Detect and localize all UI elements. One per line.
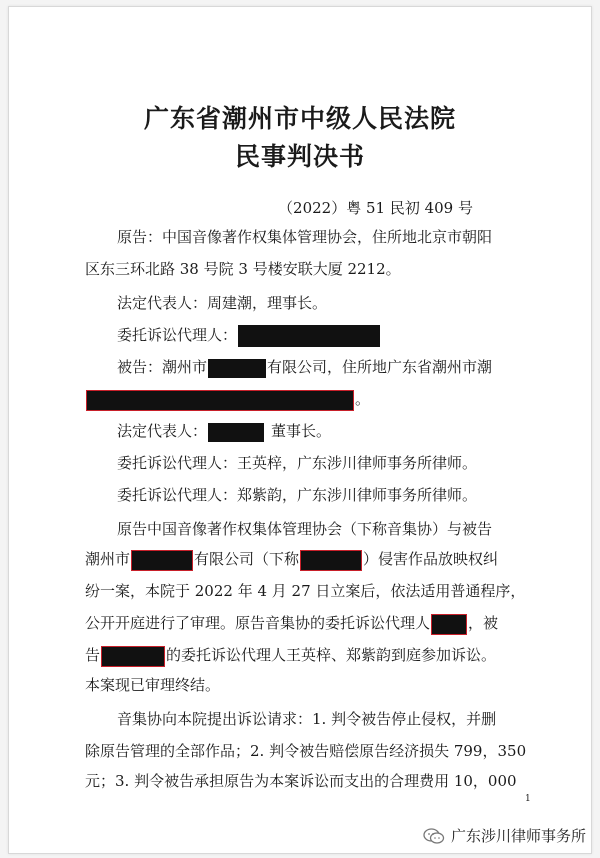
body-line: 纷一案，本院于 2022 年 4 月 27 日立案后，依法适用普通程序， bbox=[85, 582, 526, 600]
document-type-title: 民事判决书 bbox=[234, 142, 365, 171]
redaction-block bbox=[300, 550, 362, 571]
address-end: 。 bbox=[355, 390, 371, 408]
defendant-address-line bbox=[85, 389, 525, 411]
body-text: 潮州市 bbox=[85, 550, 131, 568]
representative-title: 董事长。 bbox=[271, 422, 332, 440]
court-title: 广东省潮州市中级人民法院 bbox=[143, 104, 456, 133]
claims-line: 音集协向本院提出诉讼请求：1. 判令被告停止侵权，并删 bbox=[117, 710, 497, 728]
redaction-block bbox=[431, 614, 467, 635]
redaction-block bbox=[86, 390, 354, 411]
defendant-label: 被告：潮州市 bbox=[117, 358, 208, 376]
plaintiff-representative-line: 法定代表人：周建潮，理事长。 bbox=[117, 294, 328, 312]
body-line bbox=[85, 549, 525, 571]
wechat-icon bbox=[423, 828, 445, 844]
defendant-representative-line bbox=[117, 421, 557, 442]
redaction-block bbox=[208, 423, 264, 442]
body-text: ）侵害作品放映权纠 bbox=[363, 550, 499, 568]
page-number: 1 bbox=[525, 794, 531, 804]
body-text: 有限公司（下称 bbox=[194, 550, 300, 568]
claims-line: 元；3. 判令被告承担原告为本案诉讼而支出的合理费用 10，000 bbox=[85, 772, 517, 790]
body-text: ，被 bbox=[468, 614, 499, 632]
body-line: 本案现已审理终结。 bbox=[85, 676, 221, 694]
defendant-agent-line-1: 委托诉讼代理人：王英梓，广东涉川律师事务所律师。 bbox=[117, 454, 478, 472]
redaction-block bbox=[208, 359, 266, 378]
plaintiff-line: 原告：中国音像著作权集体管理协会，住所地北京市朝阳 bbox=[117, 228, 493, 246]
redaction-block bbox=[131, 550, 193, 571]
redaction-block bbox=[238, 325, 380, 347]
body-text: 公开开庭进行了审理。原告音集协的委托诉讼代理人 bbox=[85, 614, 431, 632]
document-page bbox=[8, 6, 592, 854]
defendant-text: 有限公司，住所地广东省潮州市潮 bbox=[267, 358, 493, 376]
body-line: 原告中国音像著作权集体管理协会（下称音集协）与被告 bbox=[117, 520, 493, 538]
body-line bbox=[85, 645, 525, 667]
plaintiff-address-line: 区东三环北路 38 号院 3 号楼安联大厦 2212。 bbox=[85, 260, 401, 278]
plaintiff-agent-line bbox=[117, 325, 557, 347]
defendant-line bbox=[117, 357, 557, 378]
agent-label: 委托诉讼代理人： bbox=[117, 326, 238, 344]
body-text: 告 bbox=[85, 646, 101, 664]
claims-line: 除原告管理的全部作品；2. 判令被告赔偿原告经济损失 799，350 bbox=[85, 742, 527, 760]
body-text: 的委托诉讼代理人王英梓、郑紫韵到庭参加诉讼。 bbox=[166, 646, 497, 664]
representative-label: 法定代表人： bbox=[117, 422, 208, 440]
watermark-text: 广东涉川律师事务所 bbox=[450, 827, 586, 845]
redaction-block bbox=[101, 646, 165, 667]
body-line bbox=[85, 613, 525, 635]
watermark bbox=[423, 825, 586, 846]
defendant-agent-line-2: 委托诉讼代理人：郑紫韵，广东涉川律师事务所律师。 bbox=[117, 486, 478, 504]
case-number: （2022）粤 51 民初 409 号 bbox=[278, 199, 473, 217]
